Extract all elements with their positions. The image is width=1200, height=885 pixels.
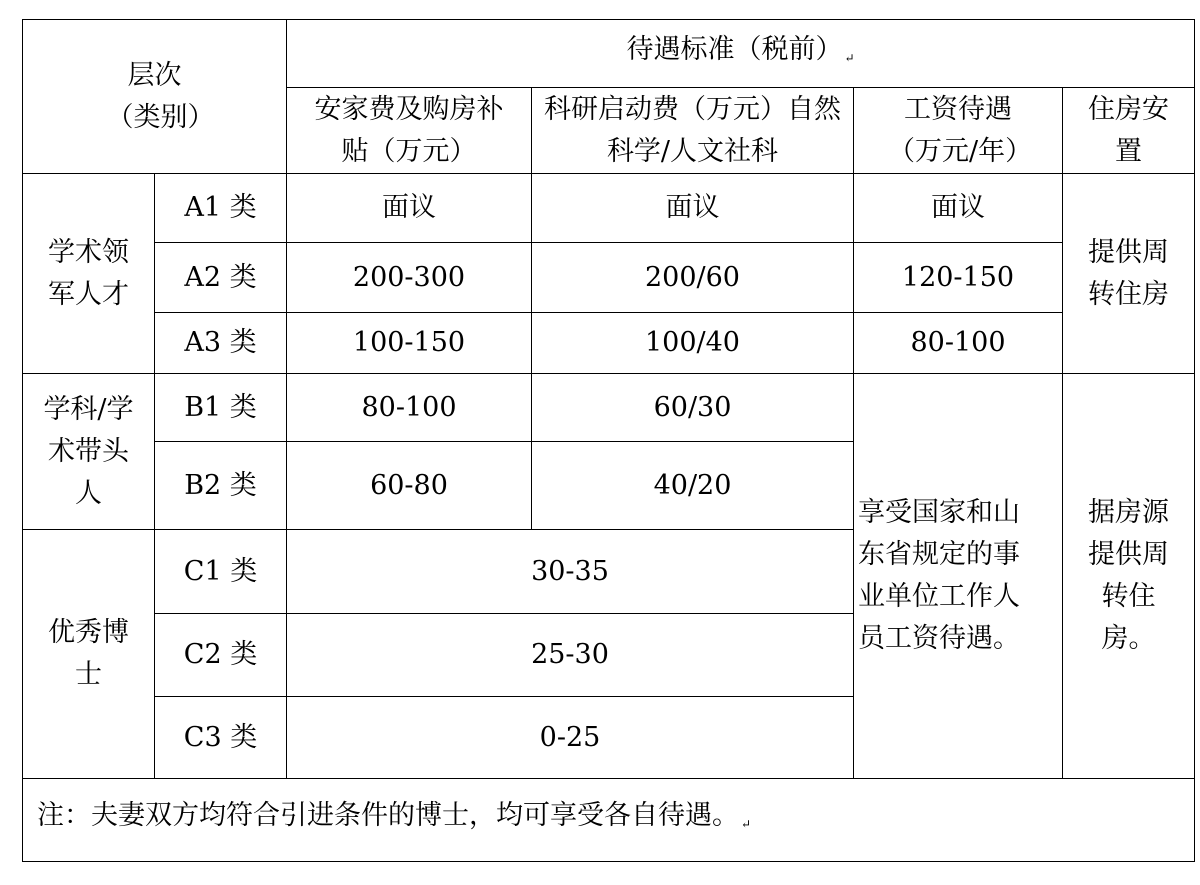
category-a3: A3 类: [155, 313, 287, 374]
a2-housing-subsidy: 200-300: [287, 243, 532, 313]
group-academic-leaders: 学术领军人才: [23, 174, 155, 374]
header-research-fund: 科研启动费（万元）自然科学/人文社科: [532, 88, 854, 174]
treatment-table: [22, 19, 1195, 862]
category-b2: B2 类: [155, 442, 287, 530]
a2-research-fund: 200/60: [532, 243, 854, 313]
b1-research-fund: 60/30: [532, 374, 854, 442]
b2-research-fund: 40/20: [532, 442, 854, 530]
header-salary: 工资待遇（万元/年）: [854, 88, 1063, 174]
housing-academic-leaders: 提供周转住房: [1063, 174, 1195, 374]
a1-research-fund: 面议: [532, 174, 854, 243]
group-excellent-phd: 优秀博士: [23, 530, 155, 779]
header-housing-arrangement: 住房安置: [1063, 88, 1195, 174]
a3-research-fund: 100/40: [532, 313, 854, 374]
b1-housing-subsidy: 80-100: [287, 374, 532, 442]
category-c2: C2 类: [155, 614, 287, 697]
table-note: 注：夫妻双方均符合引进条件的博士，均可享受各自待遇。 ↵: [23, 779, 1195, 862]
salary-bc: 享受国家和山东省规定的事业单位工作人员工资待遇。: [854, 374, 1063, 779]
category-c1: C1 类: [155, 530, 287, 614]
category-a2: A2 类: [155, 243, 287, 313]
c2-combined: 25-30: [287, 614, 854, 697]
a2-salary: 120-150: [854, 243, 1063, 313]
a3-salary: 80-100: [854, 313, 1063, 374]
c3-combined: 0-25: [287, 697, 854, 779]
housing-bc: 据房源提供周转住房。: [1063, 374, 1195, 779]
group-discipline-leaders: 学科/学术带头人: [23, 374, 155, 530]
header-housing-subsidy: 安家费及购房补贴（万元）: [287, 88, 532, 174]
category-b1: B1 类: [155, 374, 287, 442]
a1-housing-subsidy: 面议: [287, 174, 532, 243]
category-c3: C3 类: [155, 697, 287, 779]
header-level-category: 层次 （类别）: [23, 20, 287, 174]
category-a1: A1 类: [155, 174, 287, 243]
header-treatment-standard: 待遇标准（税前） ↵: [287, 20, 1195, 88]
a1-salary: 面议: [854, 174, 1063, 243]
b2-housing-subsidy: 60-80: [287, 442, 532, 530]
c1-combined: 30-35: [287, 530, 854, 614]
a3-housing-subsidy: 100-150: [287, 313, 532, 374]
